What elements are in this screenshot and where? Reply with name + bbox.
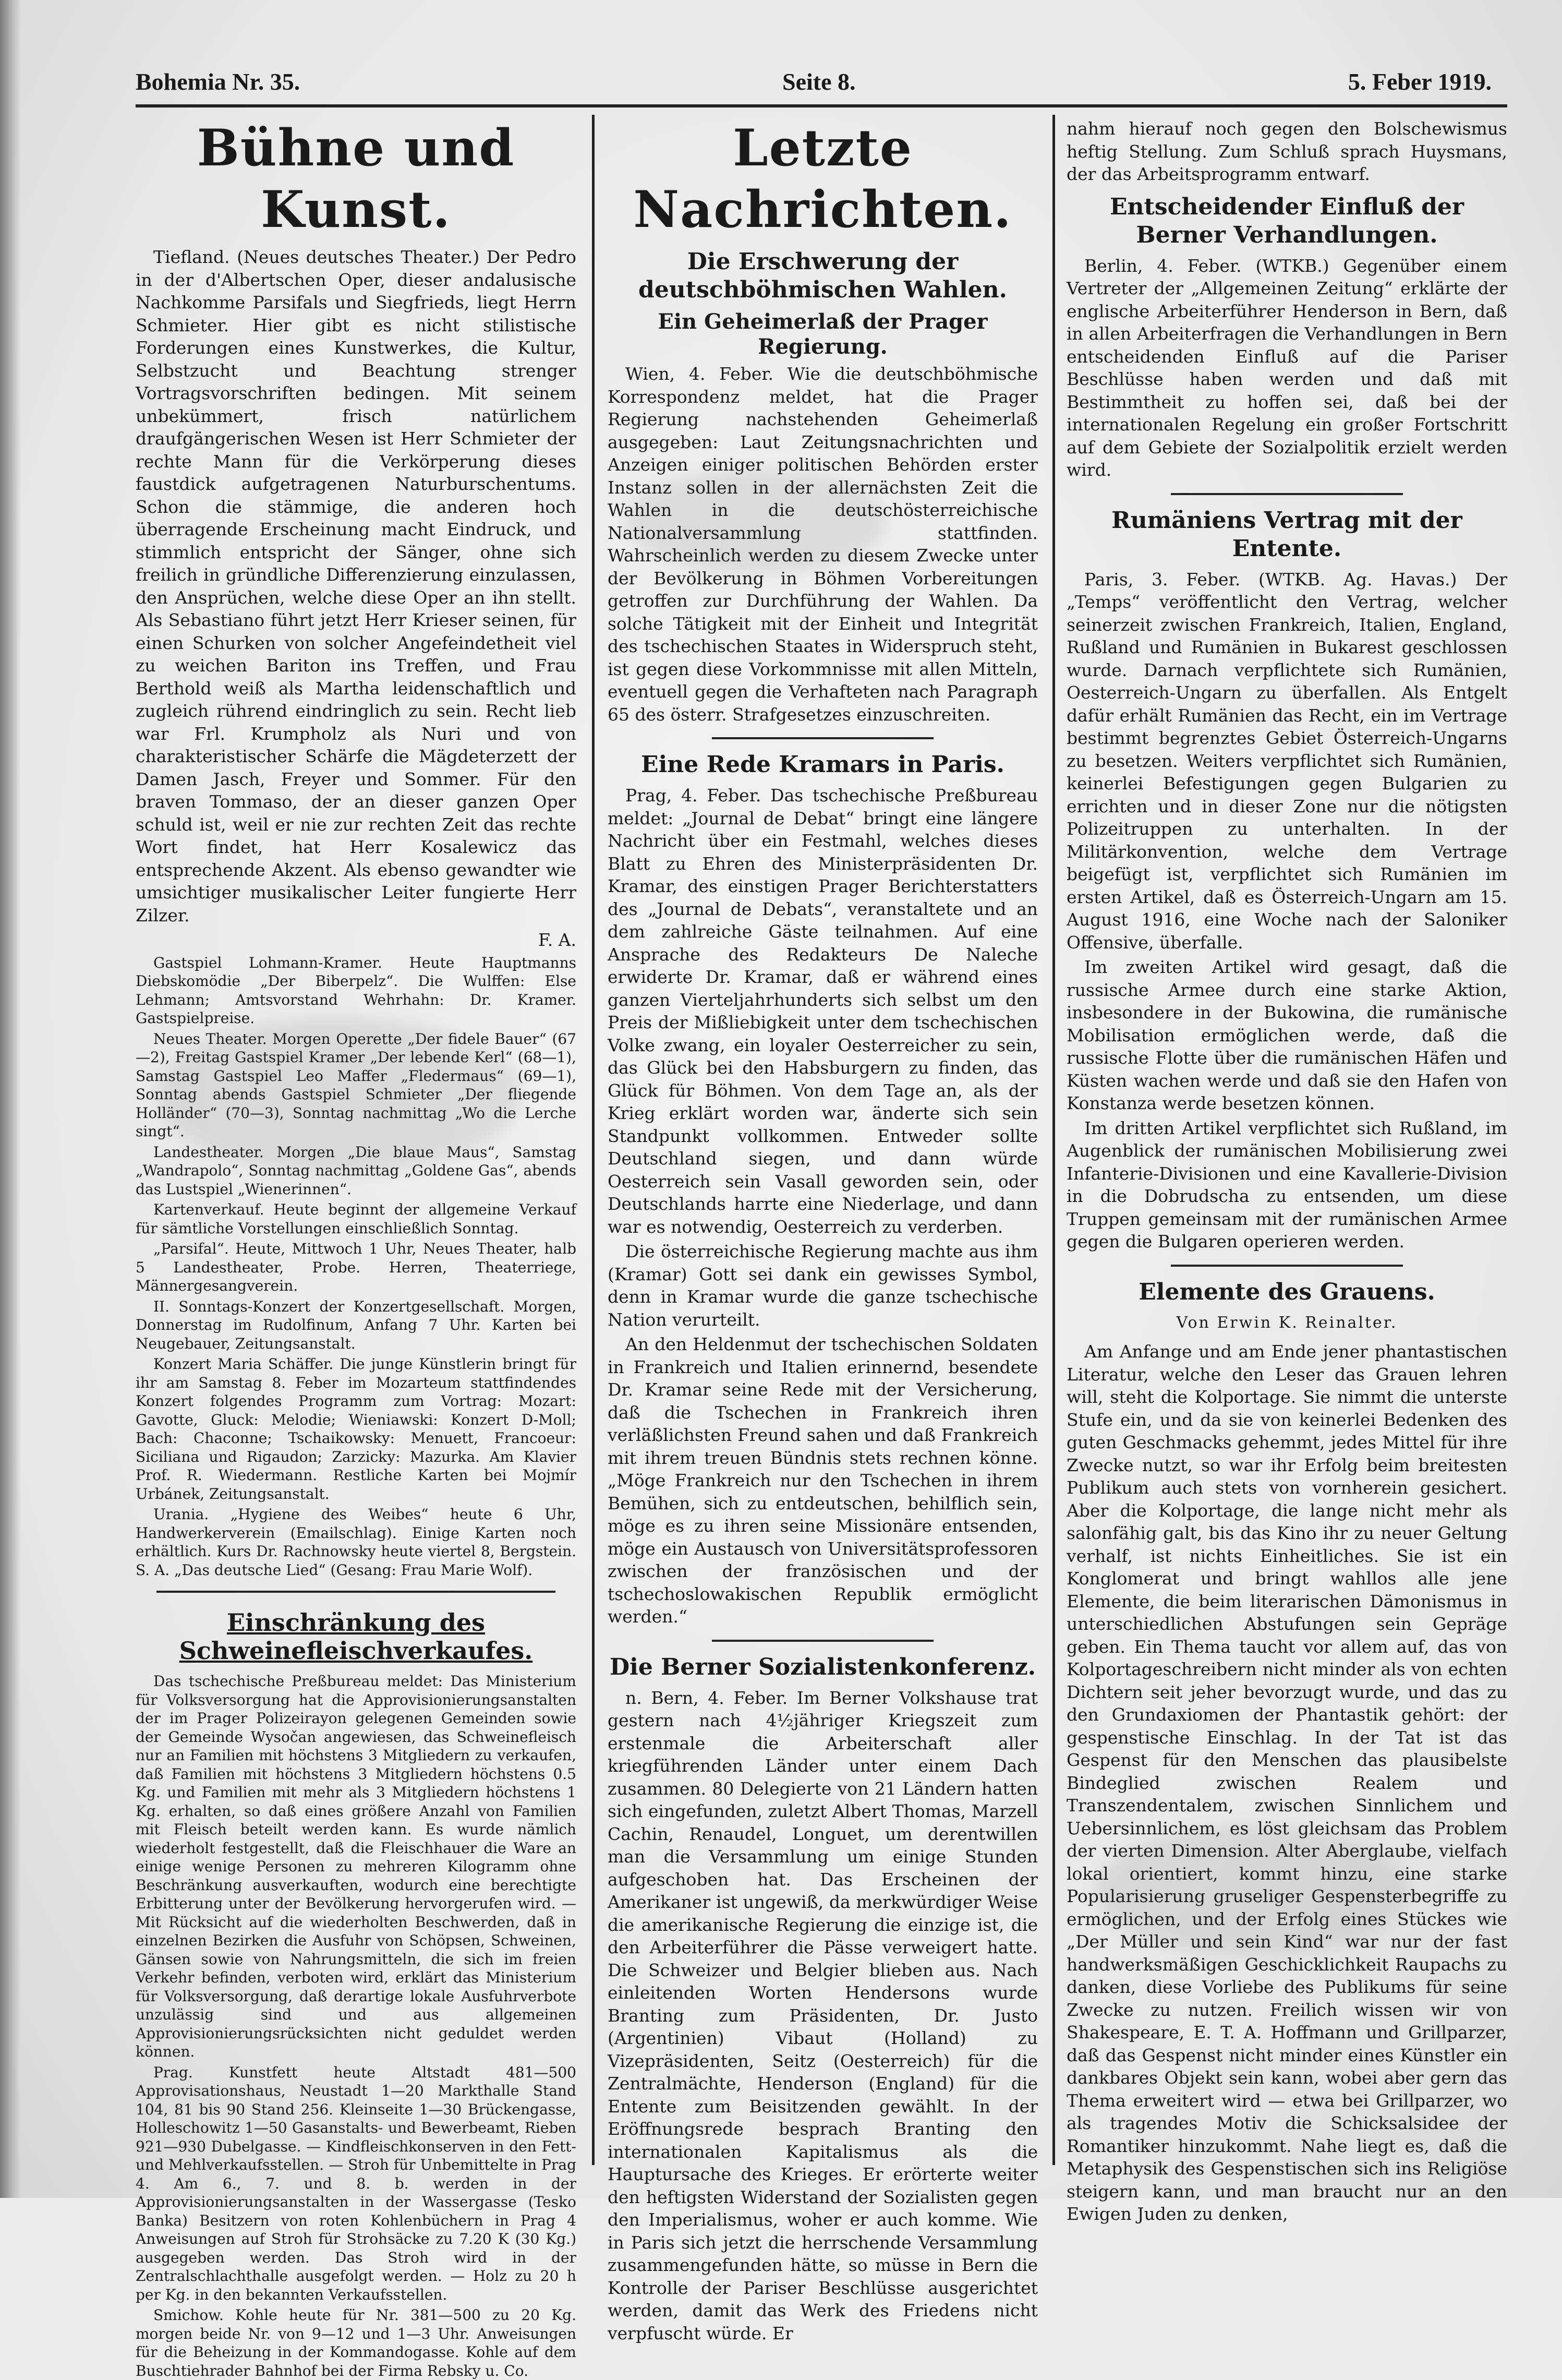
section-title-schweinefleisch: Einschränkung des Schweinefleischverkaufes. [179, 1608, 533, 1665]
notice-paragraph: II. Sonntags-Konzert der Konzertgesellschaft. Morgen, Donnerstag im Rudolfinum, Anfang 7 Uhr. Karten bei Neugebauer, Zeitungsanstalt. [136, 1297, 576, 1352]
column-3 [1067, 117, 1507, 2224]
notice-paragraph: Gastspiel Lohmann-Kramer. Heute Hauptmanns Diebskomödie „Der Biberpelz“. Die Wulffen: Else Lehmann; Amtsvorstand Wehrhahn: Dr. Kramer. Gastspielpreise. [136, 954, 576, 1027]
section-divider [1171, 1265, 1403, 1267]
column-2 [608, 117, 1038, 2343]
header-rule [136, 104, 1507, 107]
article-paragraph: Berlin, 4. Feber. (WTKB.) Gegenüber einem Vertreter der „Allgemeinen Zeitung“ erklärte der englische Arbeiterführer Henderson in Bern, daß in allen Arbeiterfragen die Verhandlungen in Bern entscheidenden Einfluß auf die Pariser Beschlüsse haben werden und daß mit Bestimmtheit zu hoffen sei, daß bei der internationalen Regelung ein großer Fortschritt auf dem Gebiete der Sozialpolitik erzielt werden wird. [1067, 255, 1507, 480]
section-divider [1171, 493, 1403, 495]
notice-paragraph: „Parsifal“. Heute, Mittwoch 1 Uhr, Neues Theater, halb 5 Landestheater, Probe. Herren, Theaterriege, Männergesangverein. [136, 1240, 576, 1294]
notice-paragraph: Neues Theater. Morgen Operette „Der fidele Bauer“ (67—2), Freitag Gastspiel Kramer „Der lebende Kerl“ (68—1), Samstag Gastspiel Leo Maffer „Fledermaus“ (69—1), Sonntag abends Gastspiel Schmieter „Der fliegende Holländer“ (70—3), Sonntag nachmittag „Wo die Lerche singt“. [136, 1030, 576, 1140]
page-edge-shadow [0, 0, 21, 2198]
article-paragraph: Die österreichische Regierung machte aus ihm (Kramar) Gott sei dank ein gewisses Symbol, denn in Kramar wurde die ganze tschechische Nation verurteilt. [608, 1241, 1038, 1330]
article-signature: F. A. [538, 930, 576, 950]
article-paragraph: Prag. Kunstfett heute Altstadt 481—500 Approvisationshaus, Neustadt 1—20 Markthalle Stand 104, 81 bis 90 Stand 256. Kleinseite 1—30 Brückengasse, Holleschowitz 1—50 Gasanstalts- und Bewerbeamt, Rieben 921—930 Dubelgasse. — Kindfleischkonserven in den Fett- und Mehlverkaufsstellen. — Stroh für Unbemittelte in Prag 4. Am 6., 7. und 8. b. werden in der Approvisionierungsanstalten in der Wassergasse (Tesko Banka) Besitzern von roten Kohlenbüchern in Prag 4 Anweisungen auf Stroh für Strohsäcke zu 7.20 K (30 Kg.) ausgegeben werden. Das Stroh wird in der Zentralschlachthalle ausgefolgt werden. — Holz zu 20 h per Kg. in den bekannten Verkaufsstellen. [136, 2063, 576, 2303]
article-title-berner-konferenz: Die Berner Sozialistenkonferenz. [609, 1653, 1036, 1680]
section-title-letzte-nachrichten: Letzte Nachrichten. [633, 118, 1012, 239]
article-paragraph: Im dritten Artikel verpflichtet sich Rußland, im Augenblick der rumänischen Mobilisierung zwei Infanterie-Divisionen und eine Kavallerie-Division in die Dobrudscha zu entsenden, um diese Truppen gemeinsam mit der rumänischen Armee gegen die Bulgaren operieren werden. [1067, 1117, 1507, 1252]
article-paragraph: An den Heldenmut der tschechischen Soldaten in Frankreich und Italien erinnernd, besendete Dr. Kramar seine Rede mit der Versicherung, daß die Tschechen in Frankreich ihren verläßlichsten Freund sahen und daß Frankreich mit ihrem treuen Bündnis stets rechnen könne. „Möge Frankreich nur den Tschechen in ihrem Bemühen, sich zu entdeutschen, behilflich sein, möge es zu ihren seine Missionäre entsenden, möge ein Austausch von Universitätsprofessoren zwischen der französischen und der tschechoslowakischen Republik ermöglicht werden.“ [608, 1334, 1038, 1627]
section-divider [712, 1640, 934, 1642]
article-title-rumaenien: Rumäniens Vertrag mit der Entente. [1111, 507, 1462, 562]
article-paragraph: Im zweiten Artikel wird gesagt, daß die russische Armee durch eine starke Aktion, insbesondere in der Bukowina, die rumänische Mobilisation ermöglichen werde, daß die russische Flotte über die rumänischen Häfen und Küsten wachen werde und daß sie den Hafen von Konstanza werde besetzen können. [1067, 957, 1507, 1113]
article-title-wahlen: Die Erschwerung der deutschböhmischen Wahlen. [638, 248, 1007, 303]
section-divider [712, 737, 934, 739]
article-title-grauen: Elemente des Grauens. [1139, 1278, 1435, 1305]
article-paragraph: Wien, 4. Feber. Wie die deutschböhmische Korrespondenz meldet, hat die Prager Regierung nachstehenden Geheimerlaß ausgegeben: Laut Zeitungsnachrichten und Anzeigen einiger politischen Behörden erster Instanz sollen in der allernächsten Zeit die Wahlen in die deutschösterreichische Nationalversammlung stattfinden. Wahrscheinlich werden zu diesem Zwecke unter der Bevölkerung in Böhmen Vorbereitungen getroffen zur Durchführung der Wahlen. Da solche Tätigkeit mit der Einheit und Integrität des tschechischen Staates in Widerspruch steht, ist gegen diese Vorkommnisse mit allen Mitteln, eventuell gegen die Verhafteten nach Paragraph 65 des österr. Strafgesetzes einzuschreiten. [608, 364, 1038, 725]
section-title-buehne: Bühne und Kunst. [197, 118, 515, 239]
article-subtitle-geheimerlass: Ein Geheimerlaß der Prager Regierung. [658, 309, 988, 359]
column-rule-1 [592, 115, 595, 2165]
article-paragraph: Tiefland. (Neues deutsches Theater.) Der Pedro in der d'Albertschen Oper, dieser andalusische Nachkomme Parsifals und Siegfrieds, liegt Herrn Schmieter. Hier gibt es nicht stilistische Forderungen eines Kunstwerkes, die Kultur, Selbstzucht und Beachtung strenger Vortragsvorschriften bedingen. Mit seinem unbekümmert, frisch natürlichem draufgängerischen Wesen ist Herr Schmieter der rechte Mann für die Verkörperung dieses faustdick aufgetragenen Naturburschentums. Schon die stämmige, die anderen hoch überragende Erscheinung macht Eindruck, und stimmlich entspricht der Sänger, ohne sich freilich in gründliche Differenzierung einzulassen, den Ansprüchen, welche diese Oper an ihn stellt. Als Sebastiano führt jetzt Herr Krieser seinen, für einen Schurken von solcher Angefeindetheit viel zu weichen Bariton ins Treffen, und Frau Berthold weiß als Martha leidenschaftlich und zugleich rührend eindringlich zu sein. Recht lieb war Frl. Krumpholz als Nuri und von charakteristischer Schärfe die Mägdeterzett der Damen Jasch, Freyer und Sommer. Für den braven Tommaso, der an dieser ganzen Oper schuld ist, weil er nie zur rechten Zeit das rechte Wort findet, hat Herr Kosalewicz das entsprechende Akzent. Als ebenso gewandter wie umsichtiger musikalischer Leiter fungierte Herr Zilzer. [136, 247, 576, 925]
article-paragraph: Paris, 3. Feber. (WTKB. Ag. Havas.) Der „Temps“ veröffentlicht den Vertrag, welcher seinerzeit zwischen Frankreich, Italien, England, Rußland und Rumänien in Bukarest geschlossen wurde. Darnach verpflichtete sich Rumänien, Oesterreich-Ungarn zu überfallen. Als Entgelt dafür erhält Rumänien das Recht, ein im Vertrage bestimmt begrenztes Gebiet Österreich-Ungarns zu besetzen. Weiters verpflichtet sich Rumänien, keinerlei Befestigungen gegen Bulgarien zu errichten und in dieser Zone nur die nötigsten Polizeitruppen zu unterhalten. In der Militärkonvention, welche dem Vertrage beigefügt ist, verpflichtet sich Rumänien im ersten Artikel, daß es Österreich-Ungarn am 15. August 1916, eine Woche nach der Saloniker Offensive, überfalle. [1067, 569, 1507, 953]
header-date: 5. Feber 1919. [1348, 68, 1492, 95]
notice-paragraph: Landestheater. Morgen „Die blaue Maus“, Samstag „Wandrapolo“, Sonntag nachmittag „Goldene Gas“, abends das Lustspiel „Wienerinnen“. [136, 1143, 576, 1198]
header-publication: Bohemia Nr. 35. [136, 68, 300, 95]
article-title-kramar: Eine Rede Kramars in Paris. [641, 751, 1004, 778]
column-rule-2 [1052, 115, 1055, 2165]
article-paragraph: Das tschechische Preßbureau meldet: Das Ministerium für Volksversorgung hat die Approvisionierungsanstalten der im Prager Polizeirayon gelegenen Gemeinden sowie der Gemeinde Wysočan angewiesen, das Schweinefleisch nur an Familien mit höchstens 3 Mitgliedern zu verkaufen, daß Familien mit höchstens 3 Mitgliedern höchstens 0.5 Kg. und Familien mit mehr als 3 Mitgliedern höchstens 1 Kg. erhalten, so daß eines größere Anzahl von Familien mit Fleisch beteilt werden kann. Es wurde nämlich wiederholt festgestellt, daß die Fleischhauer die Ware an einige wenige Personen zu mehreren Kilogramm ohne Beschränkung ausverkauften, wodurch eine berechtigte Erbitterung unter der Bevölkerung hervorgerufen wird. — Mit Rücksicht auf die wiederholten Beschwerden, daß in einzelnen Bezirken die Ausfuhr von Schöpsen, Schweinen, Gänsen sowie von Nahrungsmitteln, die sich im freien Verkehr befinden, verboten wird, erklärt das Ministerium für Volksversorgung, daß derartige lokale Ausfuhrverbote unzulässig sind und aus allgemeinen Approvisionierungsrücksichten nicht geduldet werden können. [136, 1673, 576, 2060]
notice-paragraph: Konzert Maria Schäffer. Die junge Künstlerin bringt für ihr am Samstag 8. Feber im Mozarteum stattfindendes Konzert folgendes Programm zum Vortrag: Mozart: Gavotte, Gluck: Melodie; Wieniawski: Konzert D-Moll; Bach: Chaconne; Tschaikowsky: Menuett, Francoeur: Siciliana und Rigaudon; Zarzicky: Mazurka. Am Klavier Prof. R. Wiedermann. Restliche Karten bei Mojmír Urbánek, Zeitungsanstalt. [136, 1355, 576, 1502]
article-byline: Von Erwin K. Reinalter. [1176, 1313, 1398, 1332]
article-continuation: nahm hierauf noch gegen den Bolschewismus heftig Stellung. Zum Schluß sprach Huysmans, der das Arbeitsprogramm entwarf. [1067, 118, 1507, 184]
header-page-number: Seite 8. [782, 68, 856, 95]
notice-paragraph: Kartenverkauf. Heute beginnt der allgemeine Verkauf für sämtliche Vorstellungen einschließlich Sonntag. [136, 1201, 576, 1237]
page-header [136, 68, 1492, 104]
section-divider [156, 1591, 555, 1593]
notice-paragraph: Urania. „Hygiene des Weibes“ heute 6 Uhr, Handwerkerverein (Emailschlag). Einige Karten noch erhältlich. Kurs Dr. Rachnowsky heute viertel 8, Bergstein. S. A. „Das deutsche Lied“ (Gesang: Frau Marie Wolf). [136, 1506, 576, 1579]
article-paragraph: Prag, 4. Feber. Das tschechische Preßbureau meldet: „Journal de Debat“ bringt eine längere Nachricht über ein Festmahl, welches dieses Blatt zu Ehren des Ministerpräsidenten Dr. Kramar, des einstigen Prager Berichterstatters des „Journal de Debats“, veranstaltete und an dem zahlreiche Gäste teilnahmen. Auf eine Ansprache des Redakteurs De Naleche erwiderte Dr. Kramar, daß er während eines ganzen Vierteljahrhunderts sich selbst um den Preis der Mißliebigkeit unter dem tschechischen Volke zwang, ein loyaler Oesterreicher zu sein, das Glück bei den Habsburgern zu finden, das Glück für Böhmen. Von dem Tage an, als der Krieg erklärt worden war, änderte sich sein Standpunkt vollkommen. Entweder sollte Deutschland siegen, und dann würde Oesterreich sein Vasall geworden sein, oder Deutschlands harrte eine Niederlage, und dann war es notwendig, Oesterreich zu verderben. [608, 785, 1038, 1237]
article-paragraph: Smichow. Kohle heute für Nr. 381—500 zu 20 Kg. morgen beide Nr. von 9—12 und 1—3 Uhr. Anweisungen für die Beheizung in der Kommandogasse. Kohle auf dem Buschtiehrader Bahnhof bei der Firma Rebsky u. Co. [136, 2306, 576, 2379]
article-paragraph: n. Bern, 4. Feber. Im Berner Volkshause trat gestern nach 4½jähriger Kriegszeit zum erstenmale die Arbeiterschaft aller kriegführenden Länder unter einem Dach zusammen. 80 Delegierte von 21 Ländern hatten sich eingefunden, zuletzt Albert Thomas, Marzell Cachin, Renaudel, Longuet, um derentwillen man die Versammlung um einige Stunden aufgeschoben hat. Das Erscheinen der Amerikaner ist ungewiß, da merkwürdiger Weise die amerikanische Regierung die einzige ist, die den Arbeiterführer die Pässe verweigert hatte. Die Schweizer und Belgier blieben aus. Nach einleitenden Worten Hendersons wurde Branting zum Präsidenten, Dr. Justo (Argentinien) Vibaut (Holland) zu Vizepräsidenten, Seitz (Oesterreich) für die Zentralmächte, Henderson (England) für die Entente zum Beisitzenden gewählt. In der Eröffnungsrede besprach Branting den internationalen Kapitalismus als die Hauptursache des Krieges. Er erörterte weiter den heftigsten Widerstand der Sozialisten gegen den Imperialismus, woher er auch komme. Wie in Paris sich jetzt die herrschende Versammlung zusammengefunden hätte, so müsse in Bern die Kontrolle der Pariser Beschlüsse ausgerichtet werden, damit das Werk des Friedens nicht verpfuscht würde. Er [608, 1687, 1038, 2343]
article-title-einfluss: Entscheidender Einfluß der Berner Verhandlungen. [1109, 193, 1464, 248]
column-1 [136, 117, 576, 2379]
article-paragraph: Am Anfange und am Ende jener phantastischen Literatur, welche den Leser das Grauen lehren will, steht die Kolportage. Sie nimmt die unterste Stufe ein, und da sie von keinerlei Bedenken des guten Geschmacks gehemmt, jedes Mittel für ihre Zwecke nutzt, so war ihr Erfolg beim breitesten Publikum auch stets von vornherein gesichert. Aber die Kolportage, die lange nicht mehr als salonfähig galt, bis das Kino ihr zu neuer Geltung verhalf, ist nichts Einheitliches. Sie ist ein Konglomerat und bringt wahllos alle jene Elemente, die beim literarischen Dämonismus in unterschiedlichen Abstufungen sein Gepräge geben. Ein Thema taucht vor allem auf, das von Kolportageschreibern nicht minder als von echten Dichtern seit jeher bevorzugt wurde, und das zu den Grundaxiomen der Phantastik gehört: der gespenstische Einschlag. In der Tat ist das Gespenst für den Menschen das plausibelste Bindeglied zwischen Realem und Transzendentalem, zwischen Sinnlichem und Uebersinnlichem, es löst gleichsam das Problem der vierten Dimension. Alter Aberglaube, vielfach lokal orientiert, kommt hinzu, eine starke Popularisierung gruseliger Gespensterbegriffe zu ermöglichen, und der Erfolg eines Stückes wie „Der Müller und sein Kind“ war nur der fast handwerksmäßigen Geschicklichkeit Raupachs zu danken, diese Vorliebe des Publikums für seine Zwecke zu nutzen. Freilich wissen wir von Shakespeare, E. T. A. Hoffmann und Grillparzer, daß das Gespenst nicht minder eines Künstler ein dankbares Objekt sein kann, wobei aber gern das Thema erweitert wird — etwa bei Grillparzer, wo als tragendes Motiv die Schicksalsidee der Romantiker hinzukommt. Nahe liegt es, daß die Metaphysik des Gespenstischen sich ins Religiöse steigern kann, und man braucht nur an den Ewigen Juden zu denken, [1067, 1341, 1507, 2224]
